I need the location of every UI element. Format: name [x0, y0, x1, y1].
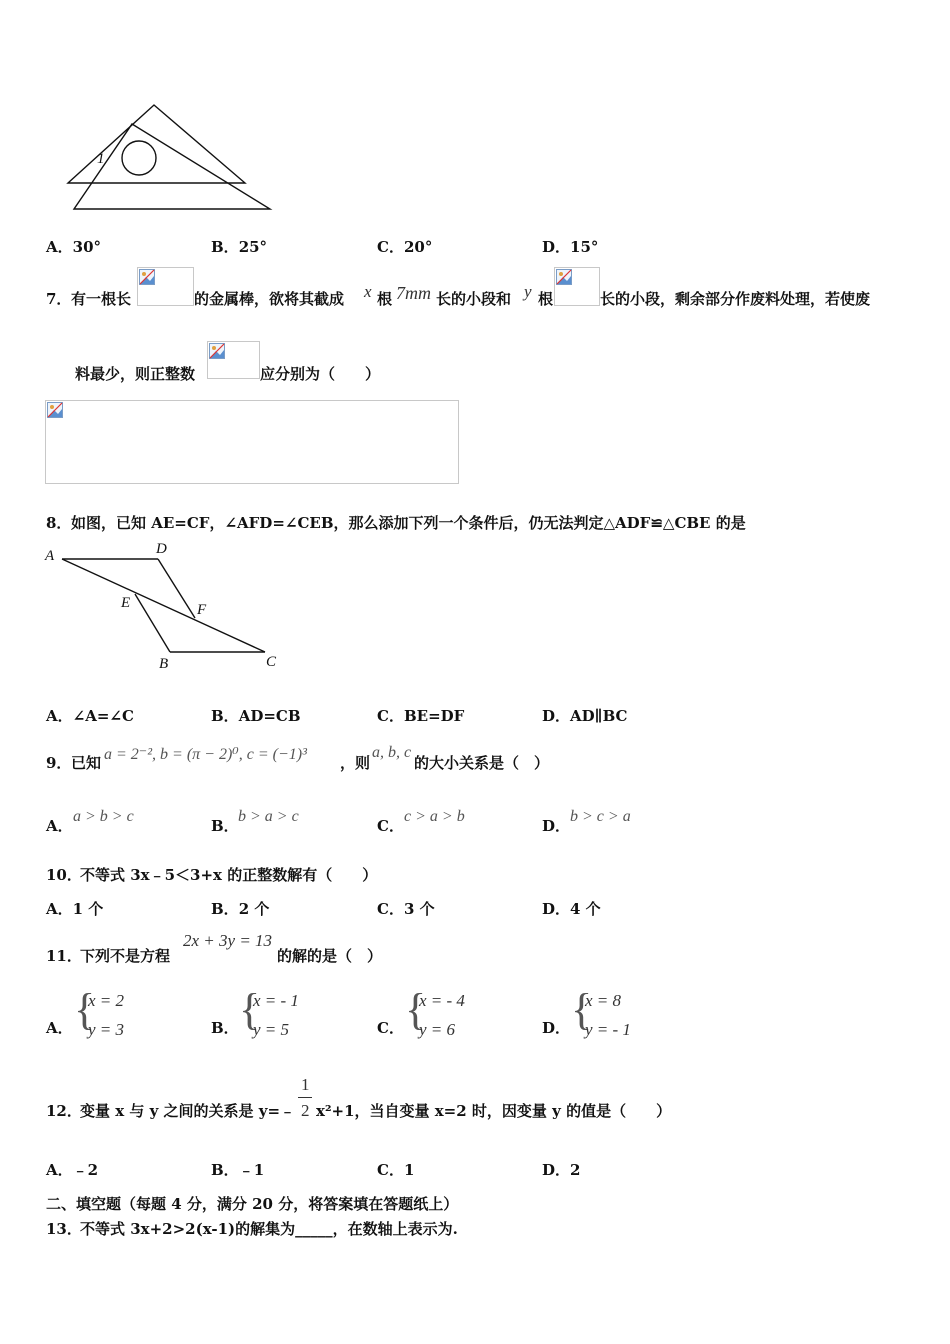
q12-number: 12．: [46, 1102, 82, 1120]
q7-missing-image-3: [207, 341, 260, 379]
q7-text-6: 长的小段，剩余部分作废料处理，若使废: [600, 290, 871, 308]
q7-var-x: x: [364, 282, 372, 301]
q11-option-d-line1: x = 8: [585, 991, 622, 1010]
q11-option-b-line2: y = 5: [253, 1020, 290, 1039]
q10-option-c: C．3 个: [377, 900, 435, 918]
q6-angle-label: 1: [97, 151, 105, 167]
q6-figure: [60, 98, 280, 216]
q11-option-c-brace: {: [405, 985, 427, 1034]
broken-image-icon: [139, 269, 155, 285]
q11-option-d-line2: y = - 1: [585, 1020, 631, 1039]
q11-option-a: A．: [46, 1019, 73, 1037]
q12-option-d: D．2: [542, 1161, 581, 1179]
q12-option-a: A．﹣2: [46, 1161, 99, 1179]
q7-text-3: 根: [377, 290, 393, 308]
q11-number: 11．: [46, 947, 82, 965]
q10-option-d: D．4 个: [542, 900, 601, 918]
q12-text-2: x²+1，当自变量 x=2 时，因变量 y 的值是（ ）: [316, 1102, 672, 1120]
q7-text-8: 应分别为（ ）: [260, 365, 381, 383]
q7-number: 7．: [46, 290, 72, 308]
q9-option-d-value: b > c > a: [570, 808, 631, 825]
q7-text-4: 长的小段和: [436, 290, 512, 308]
q9-option-d: D．: [542, 817, 571, 835]
q12-option-b: B．﹣1: [211, 1161, 265, 1179]
q7-missing-image-1: [137, 267, 194, 306]
q11-option-d: D．: [542, 1019, 571, 1037]
q11-option-b: B．: [211, 1019, 239, 1037]
q9-option-b-value: b > a > c: [238, 808, 299, 825]
q8-label-a: A: [45, 548, 55, 564]
q8-segment-eb: [135, 594, 170, 652]
q6-circle: [122, 141, 156, 175]
q10-stem: 不等式 3x﹣5＜3+x 的正整数解有（ ）: [80, 866, 378, 884]
broken-image-icon: [209, 343, 225, 359]
q10-option-a: A．1 个: [46, 900, 104, 918]
q6-option-c: C．20°: [377, 238, 433, 256]
q12-option-c: C．1: [377, 1161, 415, 1179]
q9-option-b: B．: [211, 817, 239, 835]
q11-text-1: 下列不是方程: [80, 947, 171, 965]
q8-option-b: B．AD=CB: [211, 707, 301, 725]
q12-fraction-bar: [298, 1097, 312, 1098]
q7-missing-image-2: [554, 267, 600, 306]
q7-text-5: 根: [538, 290, 554, 308]
q9-option-a: A．: [46, 817, 73, 835]
q8-stem: 如图，已知 AE=CF，∠AFD=∠CEB，那么添加下列一个条件后，仍无法判定△ADF≌△CBE 的是: [71, 514, 746, 532]
q9-text-3: 的大小关系是（ ）: [414, 754, 550, 772]
q11-option-d-brace: {: [571, 985, 593, 1034]
q7-text-1: 有一根长: [71, 290, 132, 308]
broken-image-icon: [556, 269, 572, 285]
q11-option-c: C．: [377, 1019, 404, 1037]
q11-option-c-line1: x = - 4: [419, 991, 465, 1010]
q6-option-d: D．15°: [542, 238, 599, 256]
q13-stem: 不等式 3x+2>2(x-1)的解集为_____，在数轴上表示为.: [80, 1220, 458, 1238]
q11-option-a-line1: x = 2: [88, 991, 125, 1010]
q9-option-a-value: a > b > c: [73, 808, 134, 825]
q6-option-b: B．25°: [211, 238, 268, 256]
q12-fraction-denominator: 2: [301, 1101, 310, 1120]
q7-text-2: 的金属棒，欲将其截成: [194, 290, 345, 308]
q11-option-a-brace: {: [74, 985, 96, 1034]
q10-option-b: B．2 个: [211, 900, 270, 918]
q6-option-a: A．30°: [46, 238, 102, 256]
q9-number: 9．: [46, 754, 72, 772]
q8-label-c: C: [266, 654, 277, 670]
q13-number: 13．: [46, 1220, 82, 1238]
q12-fraction-numerator: 1: [301, 1075, 310, 1094]
q9-text-2: ，则: [340, 754, 371, 772]
q7-text-7: 料最少，则正整数: [75, 365, 196, 383]
q9-option-c-value: c > a > b: [404, 808, 465, 825]
q11-option-b-line1: x = - 1: [253, 991, 299, 1010]
q8-segment-df: [158, 559, 195, 618]
q12-text-1: 变量 x 与 y 之间的关系是 y=﹣: [80, 1102, 296, 1120]
broken-image-icon: [47, 402, 63, 418]
q11-text-2: 的解的是（ ）: [277, 947, 383, 965]
q8-number: 8．: [46, 514, 72, 532]
q9-variables: a, b, c: [372, 744, 412, 761]
q11-option-a-line2: y = 3: [88, 1020, 125, 1039]
q10-number: 10．: [46, 866, 82, 884]
q11-option-b-brace: {: [239, 985, 261, 1034]
section-2-title: 二、填空题（每题 4 分，满分 20 分，将答案填在答题纸上）: [46, 1195, 459, 1213]
q8-label-e: E: [121, 595, 131, 611]
q9-expression: a = 2⁻², b = (π − 2)⁰, c = (−1)³: [104, 746, 307, 763]
q8-label-f: F: [197, 602, 207, 618]
q7-length: 7mm: [396, 283, 431, 303]
q8-label-b: B: [159, 656, 169, 672]
q11-option-c-line2: y = 6: [419, 1020, 456, 1039]
q7-var-y: y: [524, 282, 532, 301]
q7-options-missing-image: [45, 400, 459, 484]
q9-text-1: 已知: [71, 754, 102, 772]
q9-option-c: C．: [377, 817, 404, 835]
q8-option-d: D．AD∥BC: [542, 707, 628, 725]
q6-triangle-top: [68, 105, 245, 183]
q8-option-a: A．∠A=∠C: [46, 707, 134, 725]
q8-label-d: D: [156, 541, 167, 557]
q8-segment-ac: [62, 559, 265, 652]
q11-equation: 2x + 3y = 13: [183, 931, 273, 950]
q8-option-c: C．BE=DF: [377, 707, 465, 725]
q8-figure: [40, 538, 290, 673]
